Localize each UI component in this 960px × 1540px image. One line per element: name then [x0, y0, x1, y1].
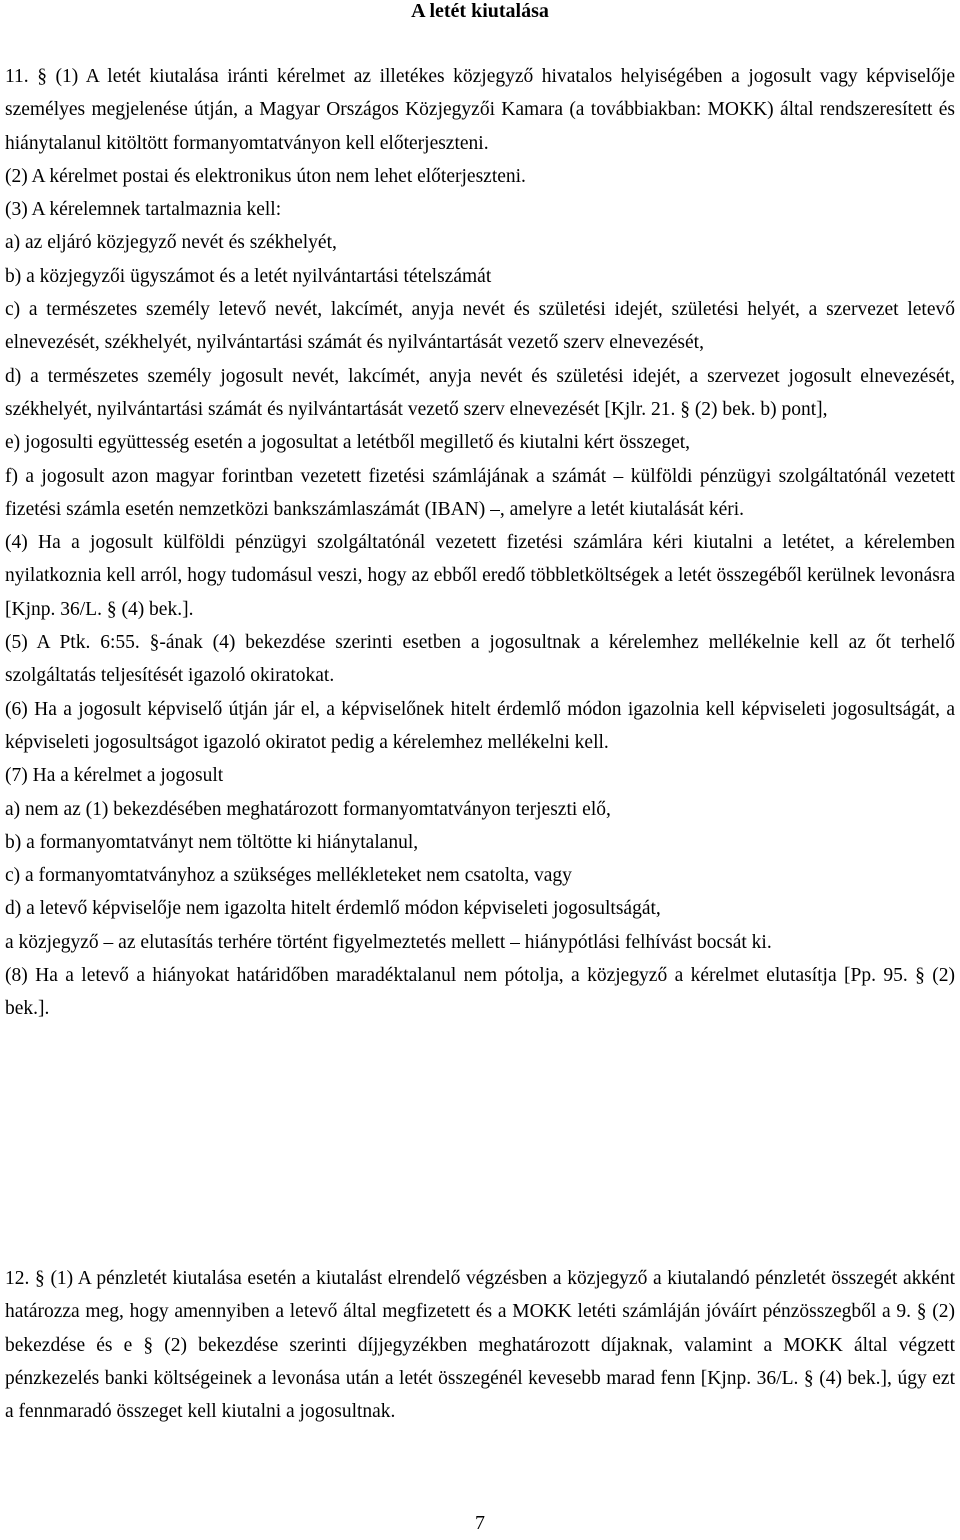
list-item-7d: d) a letevő képviselője nem igazolta hitelt érdemlő módon képviseleti jogosultságát, — [5, 898, 661, 920]
paragraph-11-6: (6) Ha a jogosult képviselő útján jár el, a képviselőnek hitelt érdemlő módon igazolnia kell képviseleti jogosultságát, a képviseleti jogosultságot igazoló okiratot pedig a kérelemhez mellékelni kell. — [5, 698, 955, 753]
list-item-3e: e) jogosulti együttesség esetén a jogosultat a letétből megillető és kiutalni kért összeget, — [5, 432, 691, 454]
paragraph-11-1: 11. § (1) A letét kiutalása iránti kérelmet az illetékes közjegyző hivatalos helyiségében a jogosult vagy képviselője személyes megjelenése útján, a Magyar Országos Közjegyzői Kamara (a továbbiakban: MOKK) által rendszeresített és hiánytalanul kitöltött formanyomtatványon kell előterjeszteni. — [5, 66, 955, 154]
paragraph-12-1: 12. § (1) A pénzletét kiutalása esetén a kiutalást elrendelő végzésben a közjegyző a kiutalandó pénzletét összegét akként határozza meg, hogy amennyiben a letevő által megfizetett és a MOKK letéti számláján jóváírt pénzösszegből a 9. § (2) bekezdése és e § (2) bekezdése szerinti díjjegyzékben meghatározott díjaknak, valamint a MOKK által végzett pénzkezelés banki költségeinek a levonása után a letét összegénél kevesebb marad fenn [Kjnp. 36/L. § (4) bek.], úgy ezt a fennmaradó összeget kell kiutalni a jogosultnak. — [5, 1268, 955, 1423]
list-item-3d: d) a természetes személy jogosult nevét, lakcímét, anyja nevét és születési idejét, a szervezet jogosult elnevezését, székhelyét, nyilvántartási számát és nyilvántartását vezető szerv elnevezését [Kjlr. 21. § (2) bek. b) pont], — [5, 365, 955, 420]
paragraph-11-5: (5) A Ptk. 6:55. §-ának (4) bekezdése szerinti esetben a jogosultnak a kérelemhez mellékelnie kell az őt terhelő szolgáltatás teljesítését igazoló okiratokat. — [5, 632, 955, 687]
paragraph-11-4: (4) Ha a jogosult külföldi pénzügyi szolgáltatónál vezetett fizetési számlára kéri kiutalni a letétet, a kérelemben nyilatkoznia kell arról, hogy tudomásul veszi, hogy az ebből eredő többletköltségek a letét összegéből kerülnek levonásra [Kjnp. 36/L. § (4) bek.]. — [5, 532, 955, 620]
list-item-3b: b) a közjegyzői ügyszámot és a letét nyilvántartási tételszámát — [5, 265, 492, 287]
list-item-3c: c) a természetes személy letevő nevét, lakcímét, anyja nevét és születési idejét, születési helyét, a szervezet letevő elnevezését, székhelyét, nyilvántartási számát és nyilvántartását vezető szerv elnevezését, — [5, 299, 955, 354]
paragraph-11-7: (7) Ha a kérelmet a jogosult — [5, 765, 224, 787]
paragraph-11-8: (8) Ha a letevő a hiányokat határidőben maradéktalanul nem pótolja, a közjegyző a kérelmet elutasítja [Pp. 95. § (2) bek.]. — [5, 965, 955, 1020]
section-12 — [5, 1262, 955, 1428]
paragraph-11-3: (3) A kérelemnek tartalmaznia kell: — [5, 199, 282, 221]
paragraph-11-7-closing: a közjegyző ‒ az elutasítás terhére történt figyelmeztetés mellett ‒ hiánypótlási felhívást bocsát ki. — [5, 931, 772, 953]
list-item-7a: a) nem az (1) bekezdésében meghatározott formanyomtatványon terjeszti elő, — [5, 798, 611, 820]
list-item-7b: b) a formanyomtatványt nem töltötte ki hiánytalanul, — [5, 831, 419, 853]
list-item-3f: f) a jogosult azon magyar forintban vezetett fizetési számlájának a számát ‒ külföldi pénzügyi szolgáltatónál vezetett fizetési számla esetén nemzetközi bankszámlaszámát (IBAN) ‒, amelyre a letét kiutalását kéri. — [5, 465, 955, 520]
paragraph-11-2: (2) A kérelmet postai és elektronikus úton nem lehet előterjeszteni. — [5, 165, 526, 187]
list-item-7c: c) a formanyomtatványhoz a szükséges mellékleteket nem csatolta, vagy — [5, 865, 572, 887]
section-11 — [5, 60, 955, 1026]
page-number: 7 — [475, 1512, 485, 1534]
list-item-3a: a) az eljáró közjegyző nevét és székhelyét, — [5, 232, 337, 254]
page-title: A letét kiutalása — [411, 0, 549, 22]
